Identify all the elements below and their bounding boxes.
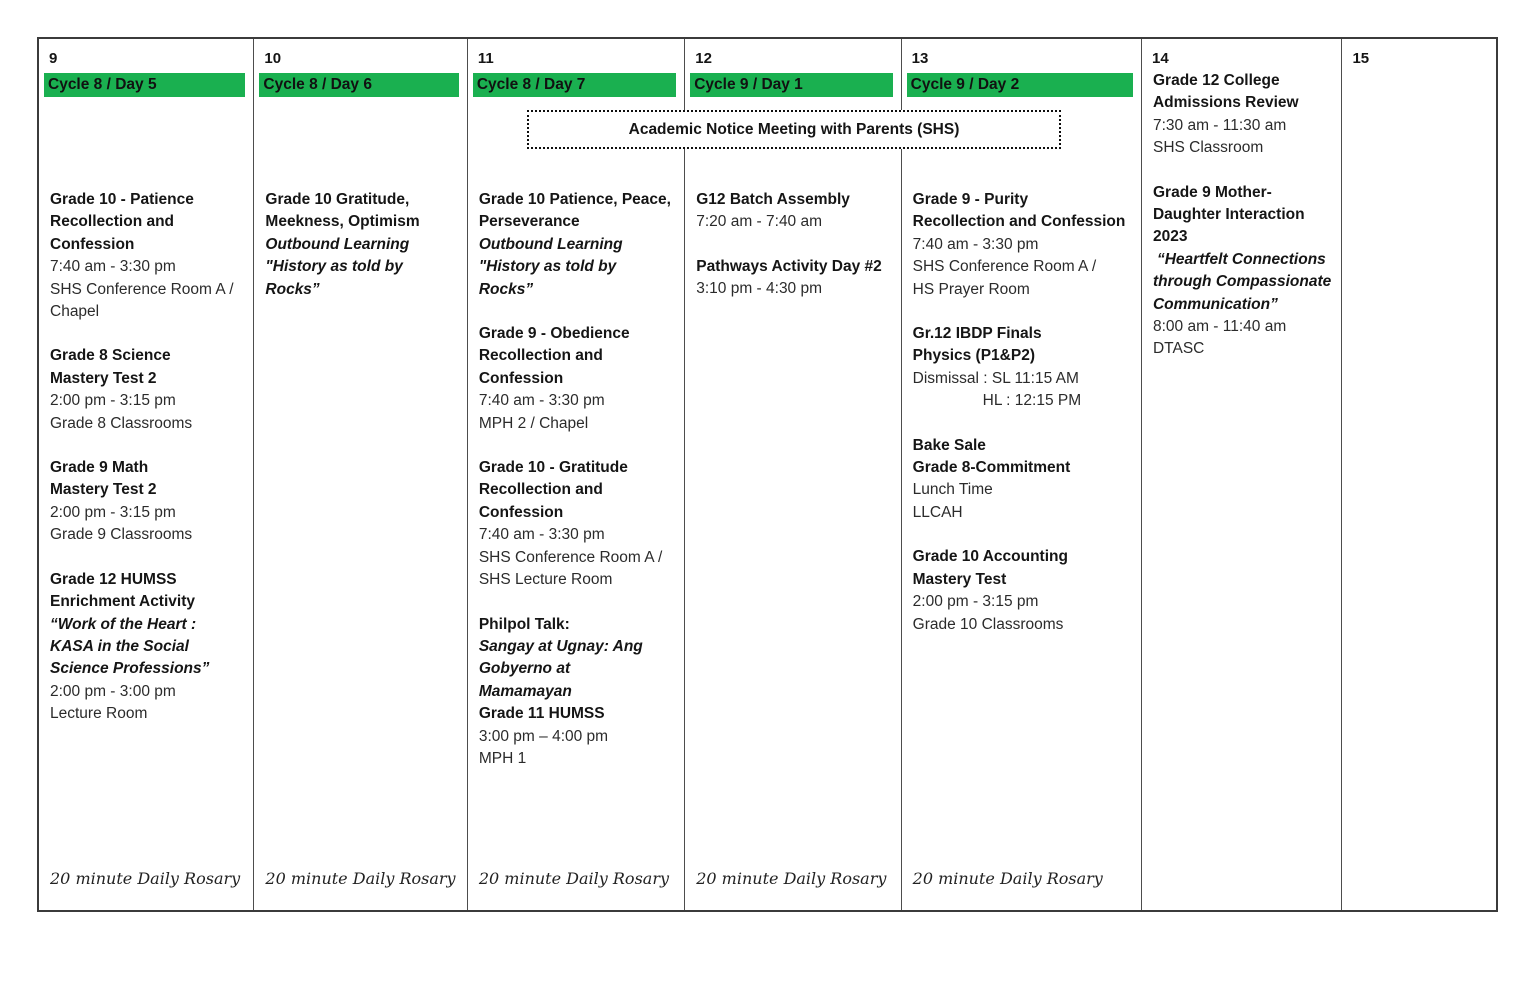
event-line: Recollection and Confession (912, 213, 1126, 231)
event-line: Mastery Test 2 (50, 481, 157, 499)
day-events (1142, 70, 1341, 361)
event-line: Dismissal : SL 11:15 AM (912, 369, 1079, 387)
event-block (1153, 70, 1333, 160)
event-block (913, 435, 1133, 525)
event-line: Confession (478, 503, 564, 521)
event-line: Recollection and (478, 347, 603, 365)
event-block (913, 546, 1133, 636)
event-block (479, 457, 676, 591)
event-line: G12 Batch Assembly (696, 191, 850, 208)
event-line: Grade 10 Classrooms (912, 615, 1064, 633)
event-line: Confession (50, 235, 135, 253)
day-cell-9 (39, 39, 254, 910)
event-block (50, 569, 245, 726)
academic-notice-label: Academic Notice Meeting with Parents (SHS) (628, 120, 960, 138)
event-line: Rocks” (265, 280, 320, 298)
day-number: 9 (49, 50, 58, 67)
event-line: KASA in the Social (50, 637, 189, 655)
cycle-day-banner: Cycle 8 / Day 6 (259, 73, 458, 97)
event-line: Lunch Time (912, 481, 993, 499)
calendar-grid (37, 37, 1498, 912)
cycle-day-banner: Cycle 9 / Day 1 (690, 73, 892, 97)
event-line: Confession (478, 369, 564, 387)
event-line: Admissions Review (1152, 94, 1299, 112)
event-line: 7:40 am - 3:30 pm (912, 235, 1039, 253)
event-line: Grade 9 Mother- (1152, 183, 1272, 201)
event-line: Meekness, Optimism (265, 213, 420, 231)
event-line: Grade 10 - Gratitude (478, 459, 628, 477)
event-line: MPH 2 / Chapel (478, 414, 589, 432)
event-line: Sangay at Ugnay: Ang (478, 637, 643, 655)
event-line: through Compassionate (1152, 273, 1332, 291)
cycle-day-banner: Cycle 8 / Day 5 (44, 73, 245, 97)
event-line: MPH 1 (478, 749, 527, 767)
event-line: Daughter Interaction (1152, 206, 1305, 224)
event-line: Grade 10 Gratitude, (265, 191, 410, 208)
event-block (696, 189, 892, 234)
rosary-note: 20 minute Daily Rosary (50, 869, 241, 888)
day-cell-14 (1142, 39, 1342, 910)
event-line: 2:00 pm - 3:15 pm (50, 392, 176, 410)
event-block (913, 323, 1133, 413)
day-events (39, 189, 253, 726)
event-line: Science Professions” (50, 660, 210, 678)
event-line: Grade 9 - Purity (912, 191, 1029, 208)
event-line: 2:00 pm - 3:00 pm (50, 682, 176, 700)
event-block (265, 189, 458, 301)
cycle-day-banner: Cycle 9 / Day 2 (907, 73, 1133, 97)
event-line: Outbound Learning (478, 235, 623, 253)
event-line: Pathways Activity Day #2 (696, 257, 882, 275)
event-line: “Heartfelt Connections (1156, 250, 1326, 268)
rosary-note: 20 minute Daily Rosary (912, 869, 1103, 888)
event-line: Perseverance (478, 213, 580, 231)
spacer (39, 97, 253, 189)
event-line: "History as told by (265, 258, 403, 276)
event-line: "History as told by (478, 258, 617, 276)
event-line: LLCAH (912, 503, 963, 521)
day-cell-15 (1342, 39, 1496, 910)
event-line: 2:00 pm - 3:15 pm (50, 503, 176, 521)
rosary-note: 20 minute Daily Rosary (696, 869, 887, 888)
day-events (468, 189, 684, 770)
event-line: Grade 12 College (1152, 72, 1280, 89)
event-block (50, 457, 245, 547)
event-line: SHS Conference Room A / (912, 258, 1097, 276)
event-line: Rocks” (478, 280, 534, 298)
event-line: SHS Conference Room A / (478, 548, 663, 566)
event-line: HL : 12:15 PM (982, 392, 1082, 410)
event-line: Grade 11 HUMSS (478, 705, 605, 723)
event-line: Physics (P1&P2) (912, 347, 1035, 365)
event-line: 3:10 pm - 4:30 pm (696, 280, 823, 298)
event-line: 7:20 am - 7:40 am (696, 213, 823, 231)
event-line: SHS Lecture Room (478, 571, 613, 589)
event-line: Grade 8 Classrooms (50, 414, 193, 432)
event-line: Chapel (50, 303, 100, 321)
event-block (913, 189, 1133, 301)
day-events (685, 189, 900, 301)
event-line: Mastery Test (912, 570, 1007, 588)
event-line: Mastery Test 2 (50, 369, 157, 387)
event-line: Philpol Talk: (478, 615, 570, 633)
event-line: Communication” (1152, 295, 1278, 313)
day-number: 15 (1352, 50, 1370, 67)
event-line: Recollection and (478, 481, 603, 499)
event-line: Gobyerno at (478, 660, 571, 678)
day-events (254, 189, 466, 301)
event-line: Bake Sale (912, 436, 986, 454)
day-number: 12 (695, 50, 712, 67)
event-line: Enrichment Activity (50, 593, 195, 611)
event-line: Grade 10 - Patience (50, 191, 194, 208)
event-line: Grade 10 Patience, Peace, (478, 191, 671, 208)
event-line: 3:00 pm – 4:00 pm (478, 727, 609, 745)
event-line: Grade 9 - Obedience (478, 325, 630, 343)
day-number: 10 (264, 50, 282, 67)
day-number: 14 (1151, 50, 1169, 67)
event-line: Mamamayan (478, 682, 572, 700)
day-number: 13 (911, 50, 929, 67)
day-cell-13 (902, 39, 1142, 910)
event-line: 7:30 am - 11:30 am (1152, 116, 1287, 134)
day-events (902, 189, 1141, 636)
event-line: Grade 9 Math (50, 459, 149, 477)
event-block (50, 345, 245, 435)
event-line: Grade 8 Science (50, 347, 171, 365)
academic-notice-banner (527, 110, 1061, 149)
event-line: Recollection and (50, 213, 175, 231)
event-block (696, 256, 892, 301)
event-line: 8:00 am - 11:40 am (1152, 318, 1287, 336)
event-block (50, 189, 245, 323)
event-line: Lecture Room (50, 705, 148, 723)
day-number: 11 (477, 50, 494, 67)
event-line: SHS Conference Room A / (50, 280, 234, 298)
event-block (1153, 182, 1333, 361)
event-line: 2:00 pm - 3:15 pm (912, 593, 1039, 611)
cycle-day-banner: Cycle 8 / Day 7 (473, 73, 676, 97)
event-line: 7:40 am - 3:30 pm (478, 526, 605, 544)
event-line: DTASC (1152, 340, 1205, 358)
event-line: Grade 8-Commitment (912, 459, 1071, 477)
day-cell-10 (254, 39, 467, 910)
event-line: 7:40 am - 3:30 pm (50, 258, 176, 276)
event-line: Grade 10 Accounting (912, 548, 1068, 566)
event-line: Grade 9 Classrooms (50, 526, 193, 544)
event-line: SHS Classroom (1152, 139, 1264, 157)
event-line: 7:40 am - 3:30 pm (478, 392, 605, 410)
event-line: Grade 12 HUMSS (50, 570, 177, 588)
event-line: Outbound Learning (265, 235, 410, 253)
event-block (479, 323, 676, 435)
event-line: 2023 (1152, 228, 1188, 246)
event-line: Gr.12 IBDP Finals (912, 325, 1042, 343)
event-line: “Work of the Heart : (50, 615, 197, 633)
rosary-note: 20 minute Daily Rosary (265, 869, 456, 888)
spacer (254, 97, 466, 189)
event-line: HS Prayer Room (912, 280, 1030, 298)
event-block (479, 189, 676, 301)
rosary-note: 20 minute Daily Rosary (478, 869, 669, 888)
day-cell-12 (685, 39, 901, 910)
event-block (479, 614, 676, 771)
day-cell-11 (468, 39, 685, 910)
